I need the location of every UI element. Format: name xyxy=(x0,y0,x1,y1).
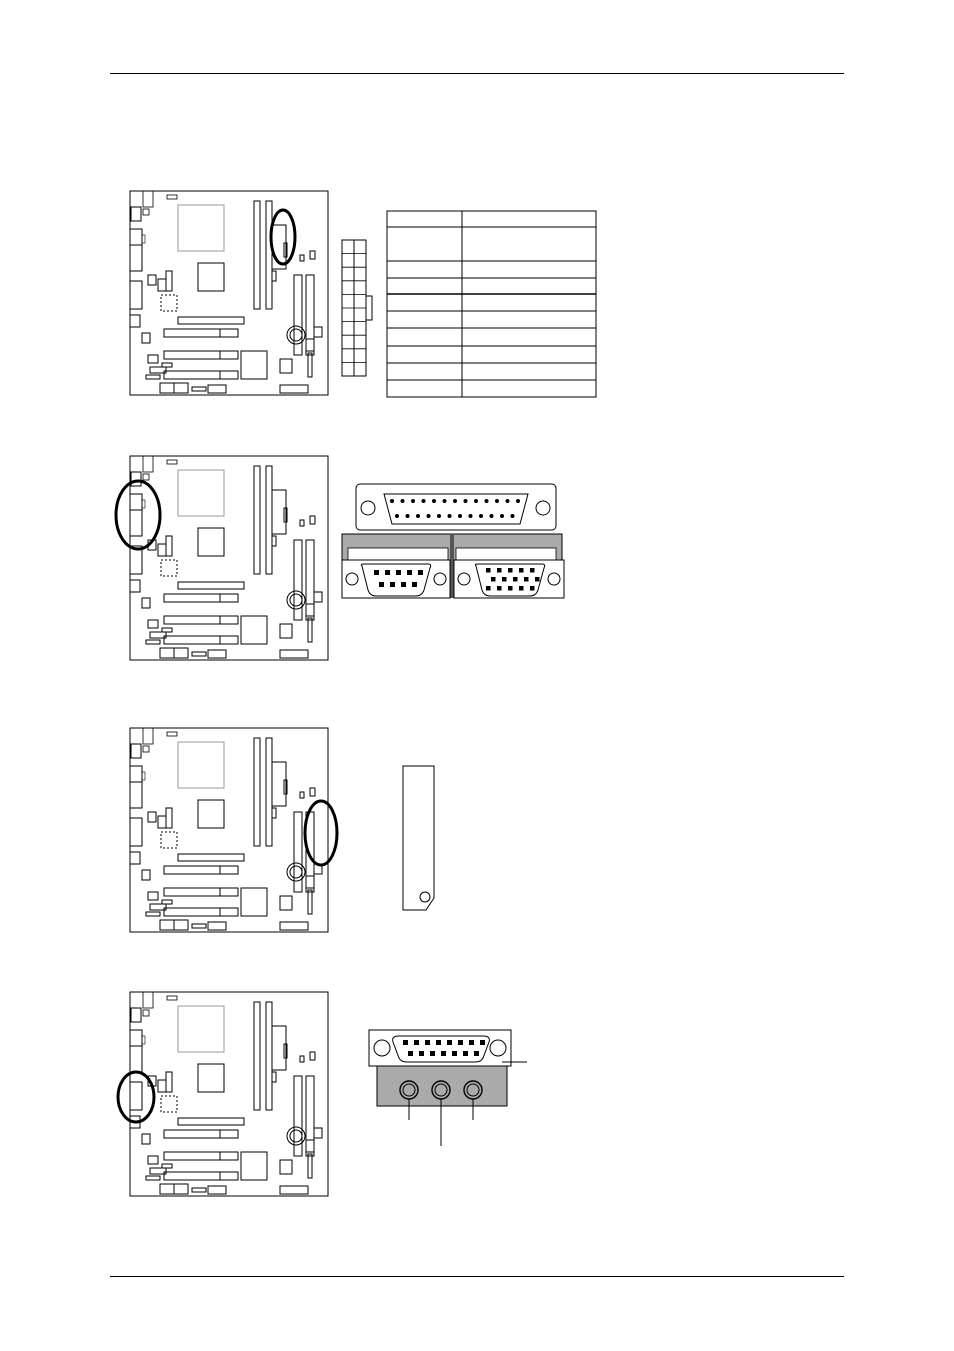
footer-rule xyxy=(110,1276,844,1277)
vga-port xyxy=(454,560,564,598)
atx-power-connector xyxy=(340,236,380,380)
game-port xyxy=(369,1030,511,1066)
motherboard-diagram-floppy xyxy=(120,722,345,942)
serial-port xyxy=(342,560,450,598)
parallel-port xyxy=(356,484,556,530)
highlight-circle xyxy=(116,481,160,549)
power-pin-table xyxy=(386,210,598,400)
highlight-circle xyxy=(271,210,295,264)
audio-jacks xyxy=(400,1081,482,1099)
highlight-circle xyxy=(305,801,337,865)
motherboard-diagram-audio xyxy=(105,986,340,1206)
motherboard-diagram-io xyxy=(120,450,340,670)
floppy-connector xyxy=(400,764,440,914)
io-ports-illustration xyxy=(340,480,570,605)
header-rule xyxy=(110,73,844,74)
game-audio-ports-illustration xyxy=(365,1028,535,1150)
motherboard-diagram-power xyxy=(120,185,340,405)
highlight-circle xyxy=(118,1072,154,1122)
